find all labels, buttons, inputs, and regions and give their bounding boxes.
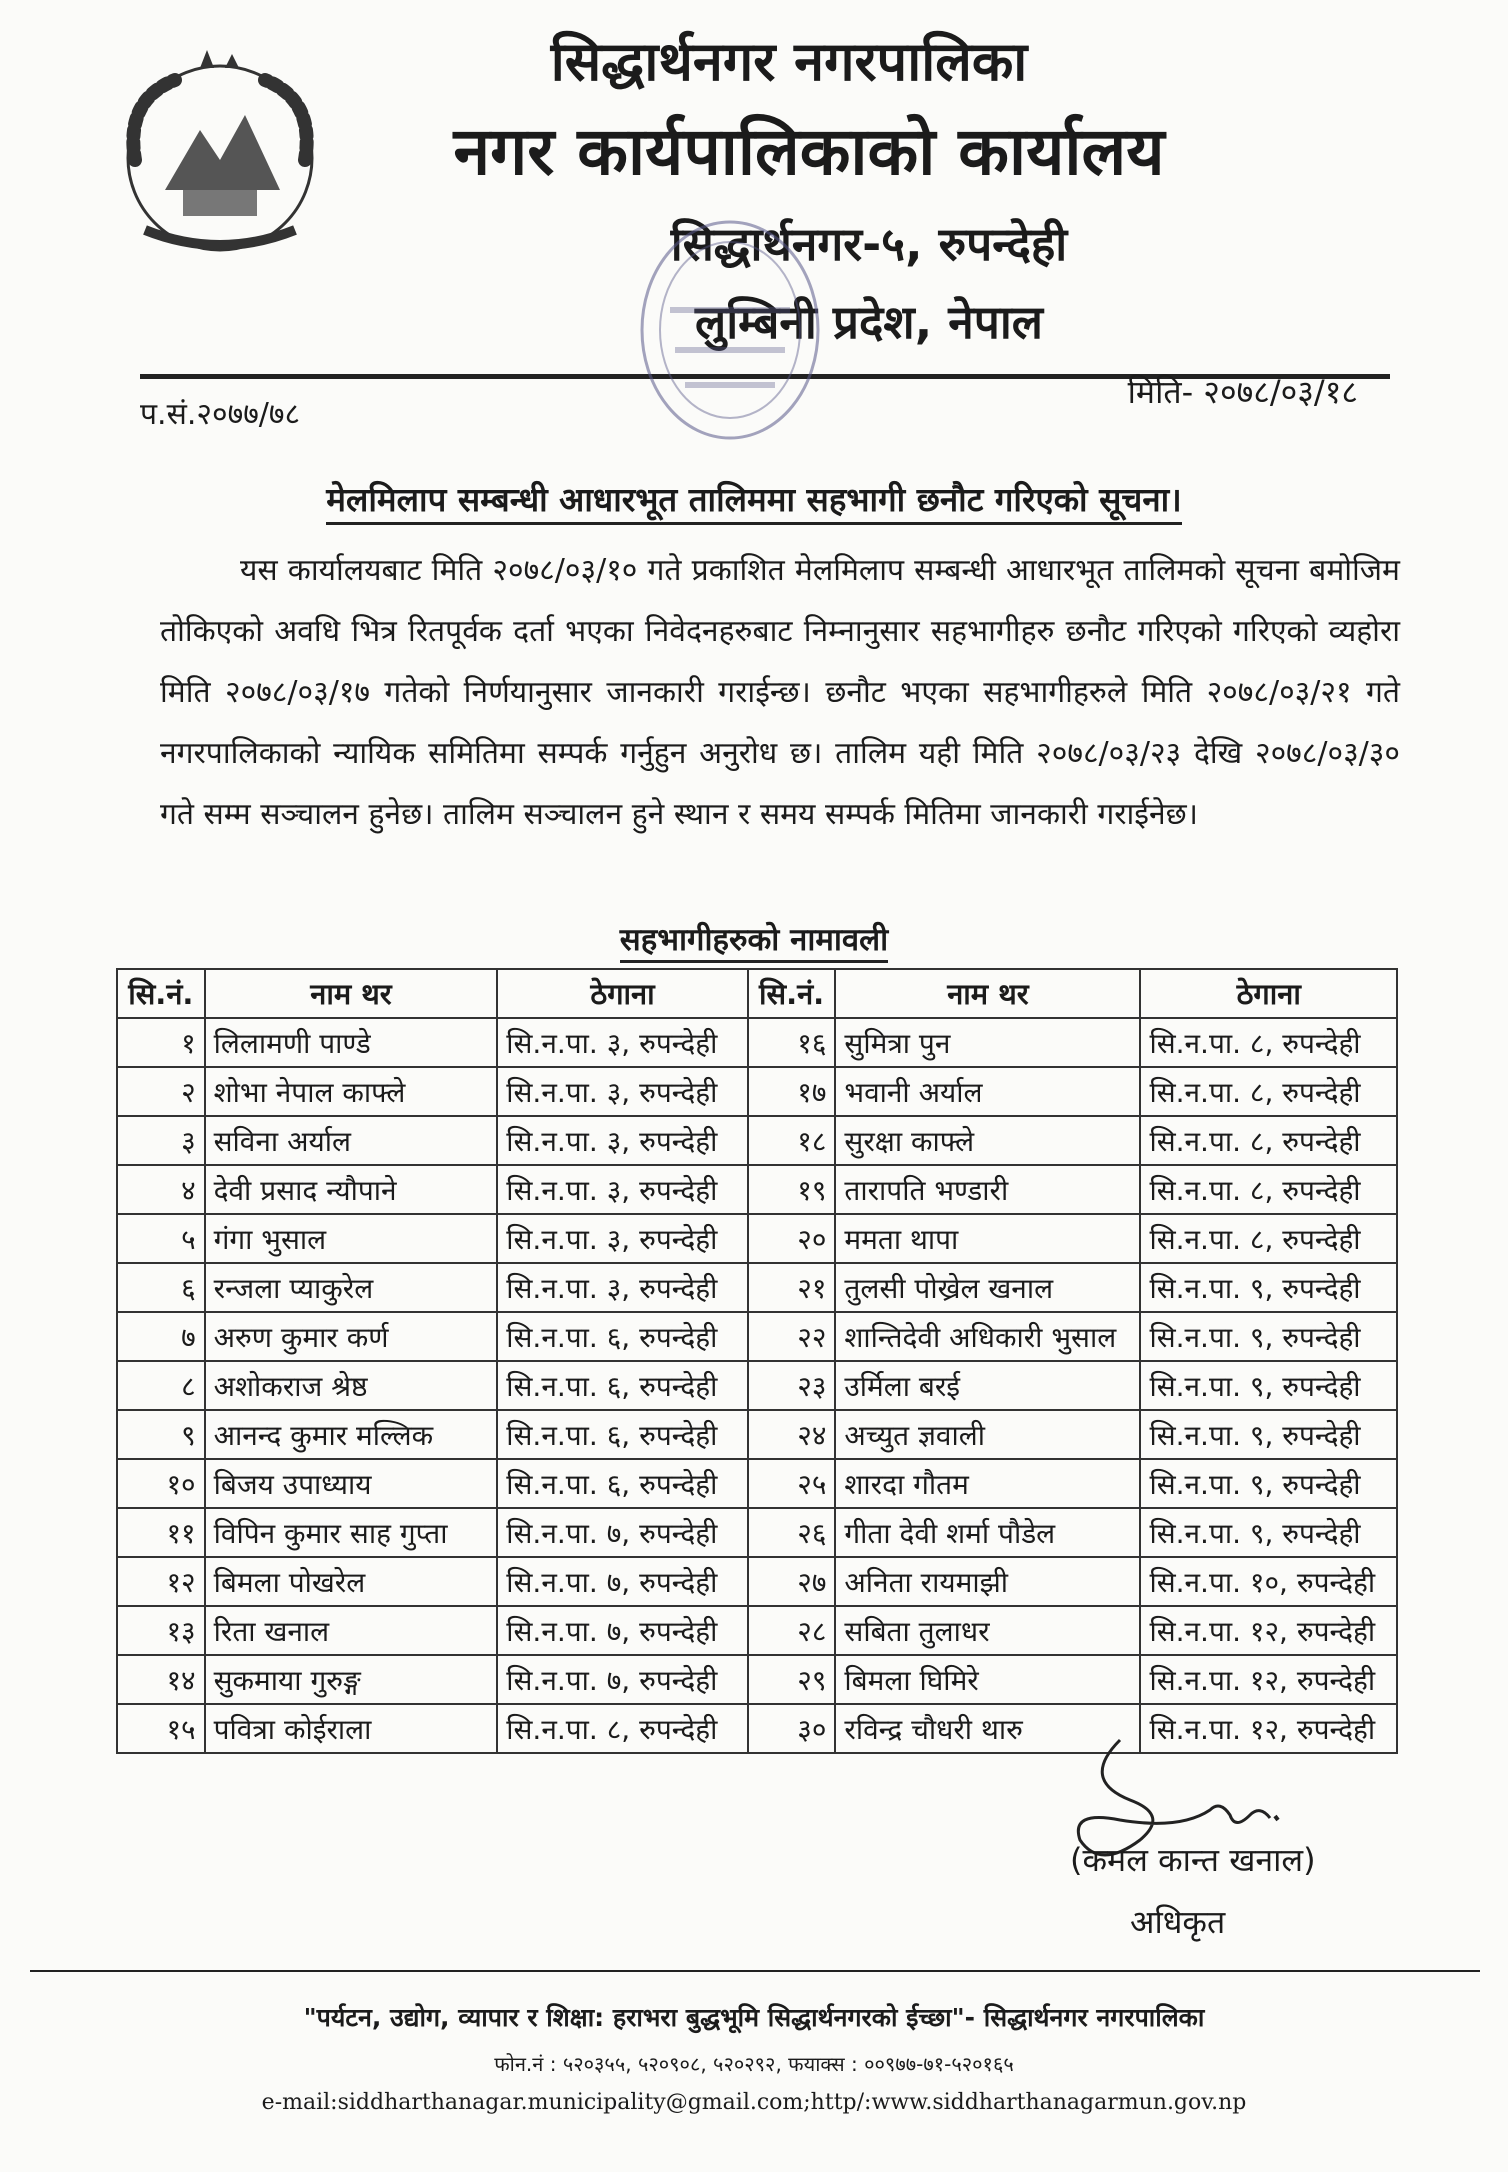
participant-address-cell: सि.न.पा. १२, रुपन्देही: [1140, 1704, 1397, 1753]
serial-number-cell: २: [117, 1067, 205, 1116]
participant-address-cell: सि.न.पा. ७, रुपन्देही: [497, 1508, 748, 1557]
participant-name-cell: देवी प्रसाद न्यौपाने: [205, 1165, 498, 1214]
participant-name-cell: शान्तिदेवी अधिकारी भुसाल: [835, 1312, 1140, 1361]
participant-name-cell: अरुण कुमार कर्ण: [205, 1312, 498, 1361]
footer-slogan: "पर्यटन, उद्योग, व्यापार र शिक्षा: हराभरा बुद्धभूमि सिद्धार्थनगरको ईच्छा"- सिद्धार्थनगर नगरपालिका: [303, 2003, 1205, 2032]
participant-name-cell: सबिता तुलाधर: [835, 1606, 1140, 1655]
participant-name-cell: सुकमाया गुरुङ्ग: [205, 1655, 498, 1704]
footer-divider: [30, 1970, 1480, 1972]
notice-date: मिति- २०७८/०३/१८: [1127, 373, 1358, 411]
table-row: [117, 1508, 1397, 1557]
table-row: [117, 1606, 1397, 1655]
table-row: [117, 1361, 1397, 1410]
participant-name-cell: पवित्रा कोईराला: [205, 1704, 498, 1753]
serial-number-cell: ३०: [748, 1704, 836, 1753]
reference-number: प.सं.२०७७/७८: [140, 397, 301, 432]
serial-number-cell: १०: [117, 1459, 205, 1508]
participant-name-cell: अशोकराज श्रेष्ठ: [205, 1361, 498, 1410]
participant-name-cell: तारापति भण्डारी: [835, 1165, 1140, 1214]
serial-number-cell: २८: [748, 1606, 836, 1655]
serial-number-cell: १६: [748, 1018, 836, 1067]
municipality-name: सिद्धार्थनगर नगरपालिका: [550, 30, 1028, 93]
participant-name-cell: गीता देवी शर्मा पौडेल: [835, 1508, 1140, 1557]
table-header-row: [117, 969, 1397, 1018]
participant-address-cell: सि.न.पा. ८, रुपन्देही: [1140, 1018, 1397, 1067]
participant-address-cell: सि.न.पा. ९, रुपन्देही: [1140, 1508, 1397, 1557]
header-address-right: ठेगाना: [1140, 969, 1397, 1018]
participant-address-cell: सि.न.पा. ३, रुपन्देही: [497, 1018, 748, 1067]
serial-number-cell: ४: [117, 1165, 205, 1214]
participant-address-cell: सि.न.पा. ८, रुपन्देही: [1140, 1067, 1397, 1116]
serial-number-cell: २२: [748, 1312, 836, 1361]
participant-name-cell: भवानी अर्याल: [835, 1067, 1140, 1116]
participant-name-cell: रन्जला प्याकुरेल: [205, 1263, 498, 1312]
header-sn-right: सि.नं.: [748, 969, 836, 1018]
table-row: [117, 1116, 1397, 1165]
participant-address-cell: सि.न.पा. ७, रुपन्देही: [497, 1557, 748, 1606]
participant-address-cell: सि.न.पा. ८, रुपन्देही: [1140, 1165, 1397, 1214]
participant-name-cell: गंगा भुसाल: [205, 1214, 498, 1263]
participant-address-cell: सि.न.पा. ३, रुपन्देही: [497, 1067, 748, 1116]
footer-email: e-mail:siddharthanagar.municipality@gmail.com;http/:www.siddharthanagarmun.gov.np: [261, 2090, 1247, 2115]
participant-address-cell: सि.न.पा. ९, रुपन्देही: [1140, 1410, 1397, 1459]
participant-address-cell: सि.न.पा. ९, रुपन्देही: [1140, 1263, 1397, 1312]
table-row: [117, 1557, 1397, 1606]
office-seal-stamp-icon: [630, 200, 830, 450]
participant-name-cell: बिमला घिमिरे: [835, 1655, 1140, 1704]
serial-number-cell: ७: [117, 1312, 205, 1361]
serial-number-cell: ११: [117, 1508, 205, 1557]
serial-number-cell: २४: [748, 1410, 836, 1459]
participant-name-cell: बिजय उपाध्याय: [205, 1459, 498, 1508]
participant-address-cell: सि.न.पा. ६, रुपन्देही: [497, 1312, 748, 1361]
notice-subject: मेलमिलाप सम्बन्धी आधारभूत तालिममा सहभागी छनौट गरिएको सूचना।: [0, 476, 1508, 521]
participants-table: [116, 968, 1398, 1754]
signer-name: (कमल कान्त खनाल): [1070, 1841, 1316, 1879]
participant-address-cell: सि.न.पा. ६, रुपन्देही: [497, 1410, 748, 1459]
signer-title: अधिकृत: [1130, 1903, 1226, 1941]
participant-address-cell: सि.न.पा. ३, रुपन्देही: [497, 1263, 748, 1312]
serial-number-cell: २०: [748, 1214, 836, 1263]
address-line2: लुम्बिनी प्रदेश, नेपाल: [695, 295, 1043, 349]
participant-address-cell: सि.न.पा. ८, रुपन्देही: [1140, 1214, 1397, 1263]
participant-name-cell: रविन्द्र चौधरी थारु: [835, 1704, 1140, 1753]
serial-number-cell: १७: [748, 1067, 836, 1116]
participant-address-cell: सि.न.पा. ६, रुपन्देही: [497, 1361, 748, 1410]
participant-name-cell: सुमित्रा पुन: [835, 1018, 1140, 1067]
participant-name-cell: लिलामणी पाण्डे: [205, 1018, 498, 1067]
serial-number-cell: १४: [117, 1655, 205, 1704]
serial-number-cell: ३: [117, 1116, 205, 1165]
table-row: [117, 1459, 1397, 1508]
participant-address-cell: सि.न.पा. ७, रुपन्देही: [497, 1655, 748, 1704]
participant-name-cell: सुरक्षा काफ्ले: [835, 1116, 1140, 1165]
participant-address-cell: सि.न.पा. ९, रुपन्देही: [1140, 1459, 1397, 1508]
serial-number-cell: २३: [748, 1361, 836, 1410]
participant-address-cell: सि.न.पा. ९, रुपन्देही: [1140, 1312, 1397, 1361]
participant-address-cell: सि.न.पा. ९, रुपन्देही: [1140, 1361, 1397, 1410]
serial-number-cell: २७: [748, 1557, 836, 1606]
participant-name-cell: तुलसी पोख्रेल खनाल: [835, 1263, 1140, 1312]
serial-number-cell: २६: [748, 1508, 836, 1557]
participant-name-cell: अनिता रायमाझी: [835, 1557, 1140, 1606]
participant-name-cell: शारदा गौतम: [835, 1459, 1140, 1508]
handwritten-signature-icon: [1060, 1720, 1300, 1930]
header-name-left: नाम थर: [205, 969, 498, 1018]
serial-number-cell: २९: [748, 1655, 836, 1704]
serial-number-cell: ६: [117, 1263, 205, 1312]
participant-address-cell: सि.न.पा. १२, रुपन्देही: [1140, 1606, 1397, 1655]
serial-number-cell: ९: [117, 1410, 205, 1459]
serial-number-cell: १२: [117, 1557, 205, 1606]
table-row: [117, 1067, 1397, 1116]
participant-name-cell: सविना अर्याल: [205, 1116, 498, 1165]
serial-number-cell: १९: [748, 1165, 836, 1214]
participant-name-cell: बिमला पोखरेल: [205, 1557, 498, 1606]
participant-name-cell: उर्मिला बरई: [835, 1361, 1140, 1410]
roster-title: सहभागीहरुको नामावली: [0, 918, 1508, 960]
participant-address-cell: सि.न.पा. ३, रुपन्देही: [497, 1116, 748, 1165]
participant-name-cell: अच्युत ज्ञवाली: [835, 1410, 1140, 1459]
serial-number-cell: १: [117, 1018, 205, 1067]
serial-number-cell: १८: [748, 1116, 836, 1165]
table-row: [117, 1165, 1397, 1214]
address-line1: सिद्धार्थनगर-५, रुपन्देही: [670, 217, 1068, 271]
participant-address-cell: सि.न.पा. ८, रुपन्देही: [497, 1704, 748, 1753]
table-row: [117, 1655, 1397, 1704]
table-row: [117, 1312, 1397, 1361]
participant-address-cell: सि.न.पा. ६, रुपन्देही: [497, 1459, 748, 1508]
header-sn-left: सि.नं.: [117, 969, 205, 1018]
participant-address-cell: सि.न.पा. १०, रुपन्देही: [1140, 1557, 1397, 1606]
header-name-right: नाम थर: [835, 969, 1140, 1018]
notice-body: यस कार्यालयबाट मिति २०७८/०३/१० गते प्रकाशित मेलमिलाप सम्बन्धी आधारभूत तालिमको सूचना बमोजिम तोकिएको अवधि भित्र रितपूर्वक दर्ता भएका निवेदनहरुबाट निम्नानुसार सहभागीहरु छनौट गरिएको गरिएको व्यहोरा मिति २०७८/०३/१७ गतेको निर्णयानुसार जानकारी गराईन्छ। छनौट भएका सहभागीहरुले मिति २०७८/०३/२१ गते नगरपालिकाको न्यायिक समितिमा सम्पर्क गर्नुहुन अनुरोध छ। तालिम यही मिति २०७८/०३/२३ देखि २०७८/०३/३० गते सम्म सञ्चालन हुनेछ। तालिम सञ्चालन हुने स्थान र समय सम्पर्क मितिमा जानकारी गराईनेछ।: [160, 553, 1400, 832]
serial-number-cell: १३: [117, 1606, 205, 1655]
office-name: नगर कार्यपालिकाको कार्यालय: [453, 113, 1165, 190]
table-row: [117, 1263, 1397, 1312]
participant-name-cell: आनन्द कुमार मल्लिक: [205, 1410, 498, 1459]
serial-number-cell: १५: [117, 1704, 205, 1753]
participant-address-cell: सि.न.पा. ७, रुपन्देही: [497, 1606, 748, 1655]
serial-number-cell: ५: [117, 1214, 205, 1263]
participant-address-cell: सि.न.पा. १२, रुपन्देही: [1140, 1655, 1397, 1704]
footer-phone: फोन.नं : ५२०३५५, ५२०९०८, ५२०२९२, फयाक्स : ००९७७-७१-५२०१६५: [494, 2052, 1014, 2076]
participant-name-cell: रिता खनाल: [205, 1606, 498, 1655]
header-address-left: ठेगाना: [497, 969, 748, 1018]
participant-address-cell: सि.न.पा. ३, रुपन्देही: [497, 1214, 748, 1263]
serial-number-cell: २५: [748, 1459, 836, 1508]
participant-address-cell: सि.न.पा. ३, रुपन्देही: [497, 1165, 748, 1214]
table-row: [117, 1410, 1397, 1459]
participant-name-cell: विपिन कुमार साह गुप्ता: [205, 1508, 498, 1557]
participant-name-cell: ममता थापा: [835, 1214, 1140, 1263]
participant-address-cell: सि.न.पा. ८, रुपन्देही: [1140, 1116, 1397, 1165]
table-row: [117, 1214, 1397, 1263]
serial-number-cell: ८: [117, 1361, 205, 1410]
serial-number-cell: २१: [748, 1263, 836, 1312]
table-row: [117, 1018, 1397, 1067]
participants-table-body: [117, 1018, 1397, 1753]
participant-name-cell: शोभा नेपाल काफ्ले: [205, 1067, 498, 1116]
